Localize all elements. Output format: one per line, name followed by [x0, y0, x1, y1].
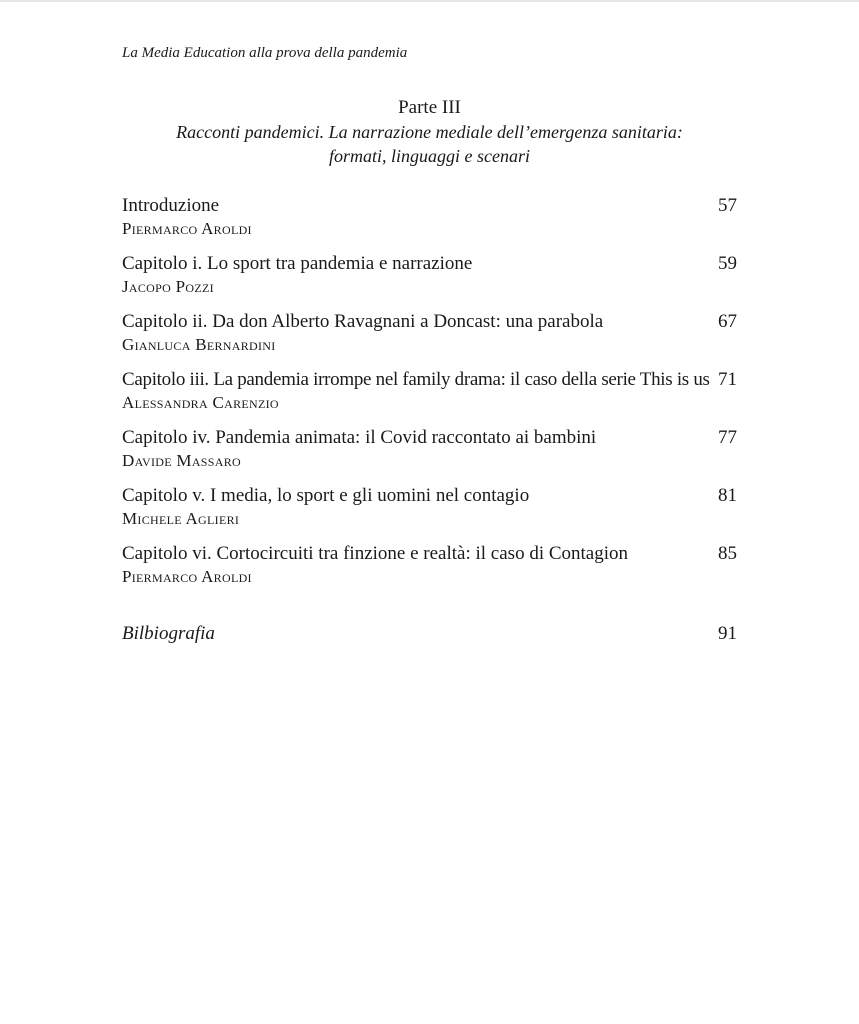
toc-entry-introduzione[interactable]: [122, 194, 737, 252]
toc-entry-capitolo-3[interactable]: [122, 368, 737, 426]
toc-entry-bibliography[interactable]: [122, 622, 737, 650]
toc-entry-title: Capitolo vi. Cortocircuiti tra finzione e realtà: il caso di Contagion: [122, 543, 629, 564]
toc-entry-capitolo-4[interactable]: [122, 426, 737, 484]
part-label: Parte III: [398, 97, 461, 118]
table-of-contents: [122, 194, 737, 600]
toc-entry-title: Capitolo i. Lo sport tra pandemia e narrazione: [122, 253, 473, 274]
part-subtitle-line-1: Racconti pandemici. La narrazione mediale dell’emergenza sanitaria:: [176, 122, 683, 142]
toc-entry-author: Michele Aglieri: [122, 509, 240, 528]
toc-entry-title: Capitolo v. I media, lo sport e gli uomini nel contagio: [122, 485, 530, 506]
toc-entry-author: Jacopo Pozzi: [122, 277, 214, 296]
part-heading: [122, 96, 737, 168]
toc-entry-author: Gianluca Bernardini: [122, 335, 276, 354]
toc-entry-page: 81: [718, 485, 737, 506]
toc-entry-page: 57: [718, 195, 737, 216]
toc-entry-author: Davide Massaro: [122, 451, 241, 470]
toc-entry-title: Capitolo iv. Pandemia animata: il Covid raccontato ai bambini: [122, 427, 597, 448]
toc-entry-title: Introduzione: [122, 195, 220, 216]
toc-entry-capitolo-1[interactable]: [122, 252, 737, 310]
toc-entry-author: Piermarco Aroldi: [122, 567, 252, 586]
toc-entry-page: 59: [718, 253, 737, 274]
bibliography-page: 91: [718, 623, 737, 644]
toc-entry-author: Piermarco Aroldi: [122, 219, 252, 238]
page-top-border: [0, 0, 859, 2]
toc-entry-page: 71: [718, 369, 737, 390]
toc-entry-capitolo-6[interactable]: [122, 542, 737, 600]
running-header: La Media Education alla prova della pandemia: [122, 45, 408, 61]
part-subtitle-line-2: formati, linguaggi e scenari: [329, 146, 530, 166]
toc-entry-capitolo-2[interactable]: [122, 310, 737, 368]
toc-entry-capitolo-5[interactable]: [122, 484, 737, 542]
toc-entry-page: 67: [718, 311, 737, 332]
toc-entry-author: Alessandra Carenzio: [122, 393, 279, 412]
toc-entry-title: Capitolo ii. Da don Alberto Ravagnani a Doncast: una parabola: [122, 311, 604, 332]
toc-entry-page: 77: [718, 427, 737, 448]
bibliography-title: Bilbiografia: [122, 623, 215, 644]
toc-entry-title: Capitolo iii. La pandemia irrompe nel family drama: il caso della serie This is us: [122, 369, 710, 390]
toc-entry-page: 85: [718, 543, 737, 564]
